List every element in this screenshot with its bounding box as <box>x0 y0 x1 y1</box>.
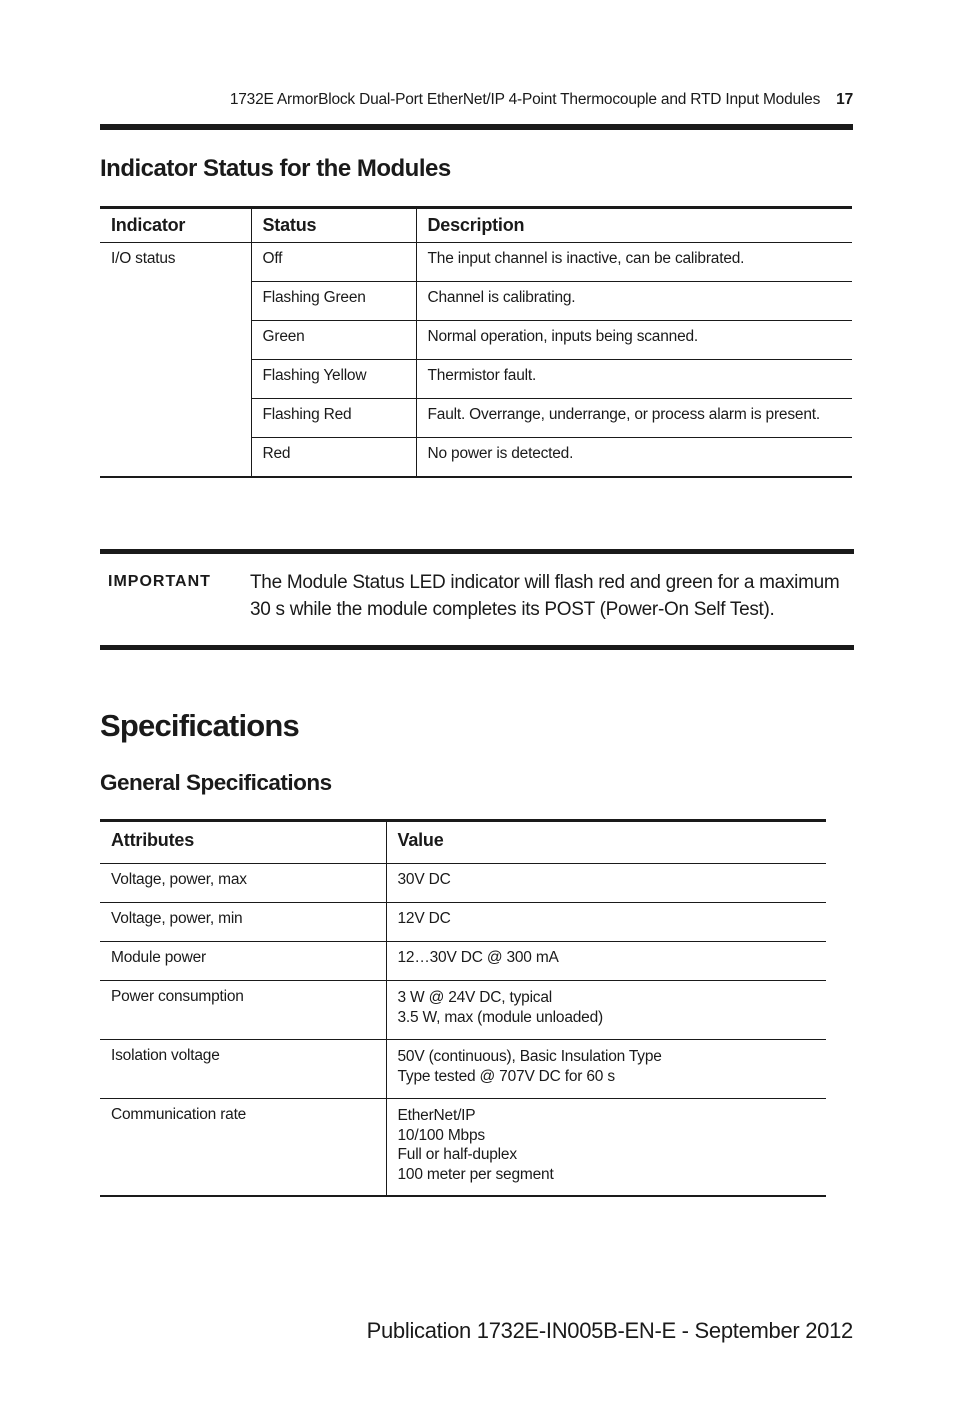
value-cell <box>386 1099 826 1196</box>
indicator-cell: I/O status <box>100 243 251 477</box>
running-header <box>100 91 853 109</box>
status-cell: Flashing Red <box>251 399 416 438</box>
attribute-cell: Power consumption <box>100 981 386 1040</box>
column-header: Attributes <box>100 821 386 864</box>
indicator-status-heading: Indicator Status for the Modules <box>100 155 451 182</box>
description-cell: No power is detected. <box>416 438 852 477</box>
description-cell: Normal operation, inputs being scanned. <box>416 321 852 360</box>
status-cell: Red <box>251 438 416 477</box>
important-top-rule <box>100 549 854 554</box>
value-cell: 12…30V DC @ 300 mA <box>386 942 826 981</box>
table-row <box>100 1040 826 1099</box>
attribute-cell: Voltage, power, max <box>100 864 386 903</box>
value-line: EtherNet/IP <box>397 1107 476 1124</box>
table-row <box>100 942 826 981</box>
table-row <box>100 981 826 1040</box>
value-line: 3 W @ 24V DC, typical <box>397 989 553 1006</box>
value-line: Type tested @ 707V DC for 60 s <box>397 1067 615 1085</box>
running-header-title: 1732E ArmorBlock Dual-Port EtherNet/IP 4-Point Thermocouple and RTD Input Modules <box>229 91 821 108</box>
value-cell: 30V DC <box>386 864 826 903</box>
status-cell: Flashing Yellow <box>251 360 416 399</box>
status-cell: Off <box>251 243 416 282</box>
table-row <box>100 903 826 942</box>
value-line: 50V (continuous), Basic Insulation Type <box>397 1048 662 1065</box>
important-bottom-rule <box>100 645 854 650</box>
value-cell: 12V DC <box>386 903 826 942</box>
publication-footer: Publication 1732E-IN005B-EN-E - September 2012 <box>366 1318 853 1343</box>
value-cell <box>386 981 826 1040</box>
value-cell <box>386 1040 826 1099</box>
attribute-cell: Communication rate <box>100 1099 386 1196</box>
value-line: 10/100 Mbps <box>397 1126 485 1144</box>
column-header: Indicator <box>100 208 251 243</box>
header-rule <box>100 124 853 130</box>
description-cell: The input channel is inactive, can be calibrated. <box>416 243 852 282</box>
general-specifications-table <box>100 819 826 1197</box>
attribute-cell: Module power <box>100 942 386 981</box>
table-row <box>100 1099 826 1196</box>
column-header: Description <box>416 208 852 243</box>
page-number: 17 <box>836 91 853 108</box>
table-row <box>100 243 852 282</box>
description-cell: Fault. Overrange, underrange, or process alarm is present. <box>416 399 852 438</box>
description-cell: Channel is calibrating. <box>416 282 852 321</box>
attribute-cell: Voltage, power, min <box>100 903 386 942</box>
value-line: 100 meter per segment <box>397 1165 554 1183</box>
attribute-cell: Isolation voltage <box>100 1040 386 1099</box>
status-cell: Green <box>251 321 416 360</box>
important-text: The Module Status LED indicator will flash red and green for a maximum 30 s while the module completes its POST (Power-On Self Test). <box>250 572 840 620</box>
table-header-row <box>100 821 826 864</box>
important-label: IMPORTANT <box>108 573 211 590</box>
table-header-row <box>100 208 852 243</box>
indicator-status-table <box>100 206 852 478</box>
status-cell: Flashing Green <box>251 282 416 321</box>
value-line: 3.5 W, max (module unloaded) <box>397 1008 603 1026</box>
general-specifications-heading: General Specifications <box>100 770 332 795</box>
specifications-heading: Specifications <box>100 708 299 743</box>
description-cell: Thermistor fault. <box>416 360 852 399</box>
column-header: Value <box>386 821 826 864</box>
column-header: Status <box>251 208 416 243</box>
value-line: Full or half-duplex <box>397 1146 517 1163</box>
table-row <box>100 864 826 903</box>
